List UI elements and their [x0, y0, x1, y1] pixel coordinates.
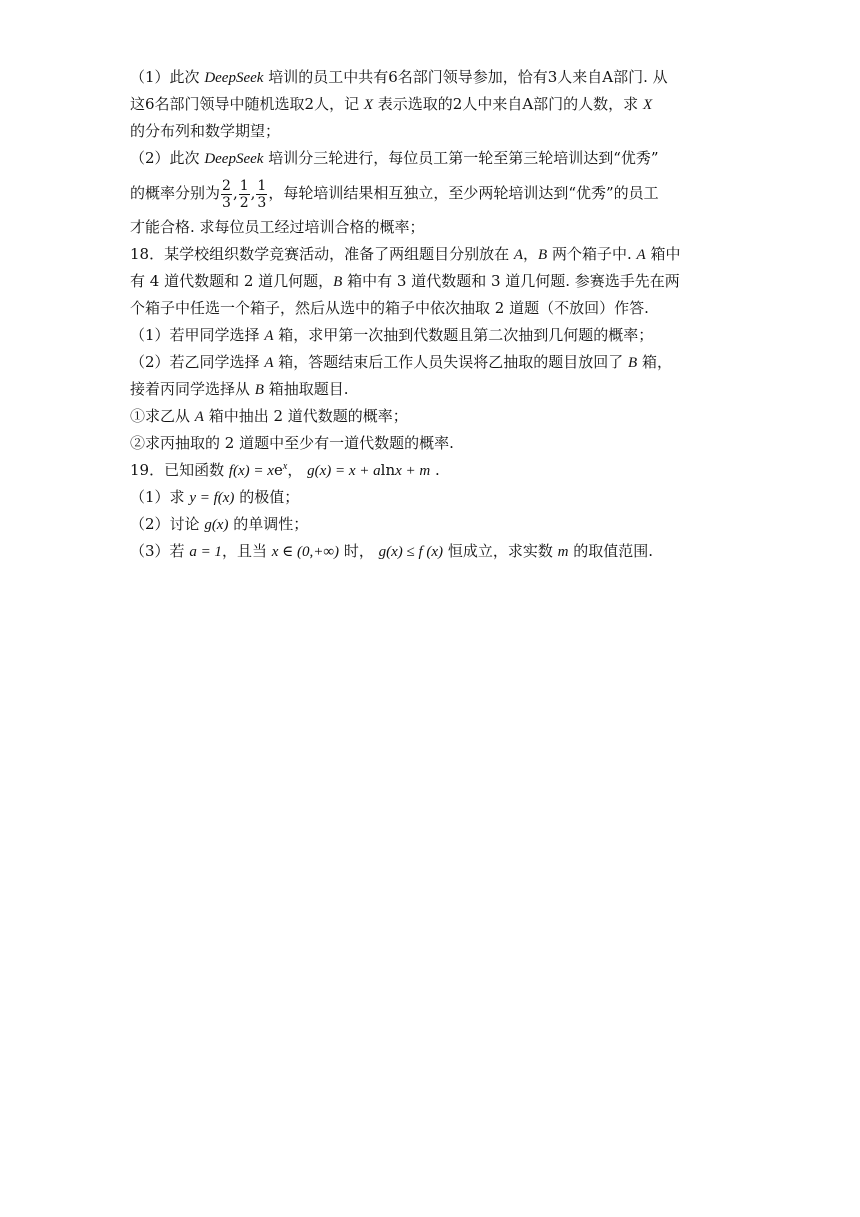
text: ， [523, 245, 539, 263]
numerator: 2 [222, 177, 231, 194]
deepseek-name: DeepSeek [204, 70, 264, 86]
text: 的单调性； [228, 515, 309, 533]
text: 恒成立，求实数 [443, 542, 558, 560]
fraction-1-3 [256, 178, 267, 211]
q19-line1 [130, 457, 734, 484]
formula: y = f(x) [189, 490, 235, 506]
formula: g(x) ≤ f (x) [378, 544, 444, 560]
text: . [430, 461, 440, 479]
q18-sub1 [130, 403, 734, 430]
formula: g(x) [204, 517, 229, 533]
q18-line3 [130, 295, 734, 322]
func-f: f [228, 463, 234, 479]
q18-part2-line1 [130, 349, 734, 376]
text: 箱中抽出 2 道代数题的概率； [203, 407, 408, 425]
text: 的概率分别为 [130, 184, 221, 202]
text: 箱中有 3 道代数题和 3 道几何题. 参赛选手先在两 [342, 272, 680, 290]
text: 的取值范围. [568, 542, 653, 560]
box-a: A [194, 409, 204, 425]
text: ，且当 [221, 542, 272, 560]
formula: (x) = x [233, 463, 274, 479]
text: 培训分三轮进行，每位员工第一轮至第三轮培训达到“优秀” [263, 149, 659, 167]
text: 18．某学校组织数学竞赛活动，准备了两组题目分别放在 [130, 245, 514, 263]
fraction-2-3 [221, 178, 232, 211]
q18-part1 [130, 322, 734, 349]
text: 时， [339, 542, 379, 560]
q19-part3 [130, 538, 734, 565]
q18-line1 [130, 241, 734, 268]
formula: x + m [395, 463, 431, 479]
func-g: g [307, 463, 315, 479]
text: ，每轮培训结果相互独立，至少两轮培训达到“优秀”的员工 [268, 184, 659, 202]
q17-part1-line2 [130, 91, 734, 118]
text: （1）求 [130, 488, 190, 506]
box-b: B [254, 382, 264, 398]
formula-e: e [273, 461, 283, 479]
box-b: B [333, 274, 343, 290]
text: 的极值； [234, 488, 300, 506]
q17-part2-line1 [130, 145, 734, 172]
formula: (x) = x + a [314, 463, 381, 479]
q17-part2-line2 [130, 172, 734, 214]
q17-part2-line3 [130, 214, 734, 241]
comma: , [232, 184, 238, 202]
text: 箱中 [645, 245, 681, 263]
box-b: B [538, 247, 548, 263]
q18-line2 [130, 268, 734, 295]
text: 接着丙同学选择从 [130, 380, 255, 398]
comma: , [250, 184, 256, 202]
text: 两个箱子中. [547, 245, 637, 263]
box-a: A [264, 355, 274, 371]
superscript: x [282, 461, 288, 472]
text: （2）讨论 [130, 515, 205, 533]
text: ， [287, 461, 308, 479]
denominator: 2 [239, 194, 249, 211]
text: 的分布列和数学期望； [130, 122, 281, 140]
numerator: 1 [257, 177, 267, 194]
text: 这6名部门领导中随机选取2人，记 [130, 95, 364, 113]
text: ②求丙抽取的 2 道题中至少有一道代数题的概率. [130, 434, 454, 452]
text: ①求乙从 [130, 407, 195, 425]
denominator: 3 [257, 194, 267, 211]
deepseek-name: DeepSeek [204, 151, 264, 167]
text: （1）此次 [130, 68, 205, 86]
text: 箱，求甲第一次抽到代数题且第二次抽到几何题的概率； [273, 326, 654, 344]
text: （2）若乙同学选择 [130, 353, 265, 371]
box-a: A [264, 328, 274, 344]
text: （2）此次 [130, 149, 205, 167]
q18-sub2 [130, 430, 734, 457]
q17-part1-line3 [130, 118, 734, 145]
formula: x ∈ (0,+∞) [271, 544, 340, 560]
box-a: A [636, 247, 646, 263]
exam-page [130, 64, 734, 565]
box-b: B [628, 355, 638, 371]
text: 19．已知函数 [130, 461, 229, 479]
q17-part1-line1 [130, 64, 734, 91]
text: 有 4 道代数题和 2 道几何题， [130, 272, 334, 290]
numerator: 1 [239, 177, 249, 194]
text: 箱，答题结束后工作人员失误将乙抽取的题目放回了 [273, 353, 629, 371]
text: 培训的员工中共有6名部门领导参加，恰有3人来自A部门. 从 [263, 68, 668, 86]
text: （3）若 [130, 542, 190, 560]
text: 表示选取的2人中来自A部门的人数，求 [373, 95, 643, 113]
q19-part1 [130, 484, 734, 511]
text: 箱抽取题目. [263, 380, 349, 398]
q19-part2 [130, 511, 734, 538]
formula-ln: ln [380, 461, 396, 479]
text: 个箱子中任选一个箱子，然后从选中的箱子中依次抽取 2 道题（不放回）作答. [130, 299, 649, 317]
formula: a = 1 [189, 544, 222, 560]
q18-part2-line2 [130, 376, 734, 403]
text: （1）若甲同学选择 [130, 326, 265, 344]
box-a: A [513, 247, 524, 263]
fraction-1-2 [239, 178, 250, 211]
var-x: X [363, 97, 374, 113]
text: 才能合格. 求每位员工经过培训合格的概率； [130, 218, 425, 236]
var-m: m [557, 544, 569, 560]
denominator: 3 [222, 194, 231, 211]
text: 箱， [637, 353, 672, 371]
var-x: X [642, 97, 653, 113]
